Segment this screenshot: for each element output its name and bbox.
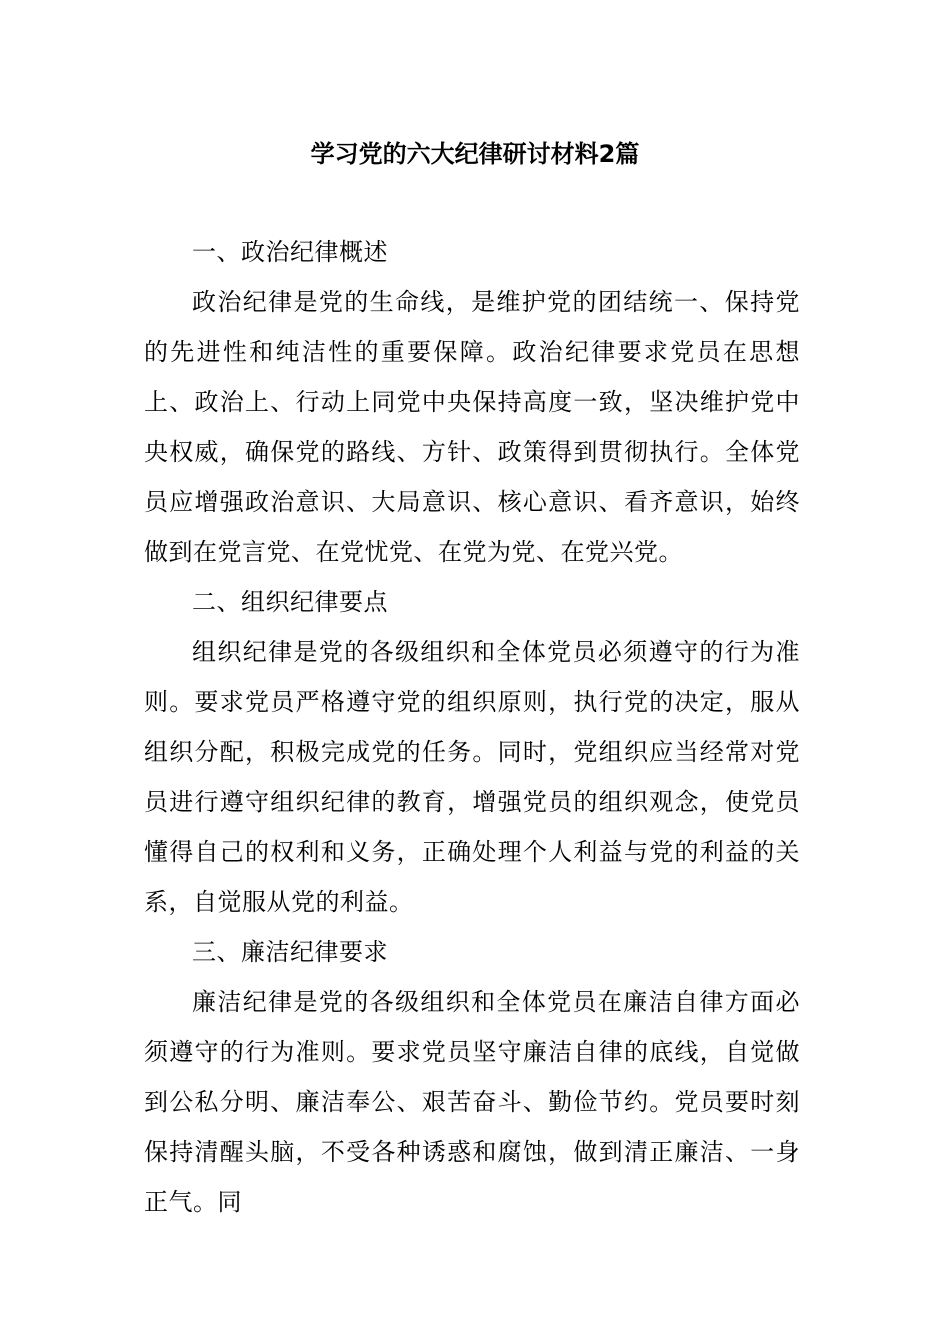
document-title: 学习党的六大纪律研讨材料2篇 (310, 140, 640, 168)
section-heading-political: 一、政治纪律概述 (192, 238, 388, 266)
section-heading-integrity: 三、廉洁纪律要求 (192, 938, 388, 966)
section-paragraph-integrity: 廉洁纪律是党的各级组织和全体党员在廉洁自律方面必须遵守的行为准则。要求党员坚守廉洁自律的底线，自觉做到公私分明、廉洁奉公、艰苦奋斗、勤俭节约。党员要时刻保持清醒头脑，不受各种诱惑和腐蚀，做到清正廉洁、一身正气。同 (144, 988, 800, 1216)
section-paragraph-organization: 组织纪律是党的各级组织和全体党员必须遵守的行为准则。要求党员严格遵守党的组织原则，执行党的决定，服从组织分配，积极完成党的任务。同时，党组织应当经常对党员进行遵守组织纪律的教育，增强党员的组织观念，使党员懂得自己的权利和义务，正确处理个人利益与党的利益的关系，自觉服从党的利益。 (144, 638, 800, 916)
document-body (144, 227, 800, 1227)
section-heading-organization: 二、组织纪律要点 (192, 588, 388, 616)
section-paragraph-political: 政治纪律是党的生命线，是维护党的团结统一、保持党的先进性和纯洁性的重要保障。政治纪律要求党员在思想上、政治上、行动上同党中央保持高度一致，坚决维护党中央权威，确保党的路线、方针、政策得到贯彻执行。全体党员应增强政治意识、大局意识、核心意识、看齐意识，始终做到在党言党、在党忧党、在党为党、在党兴党。 (144, 288, 800, 566)
